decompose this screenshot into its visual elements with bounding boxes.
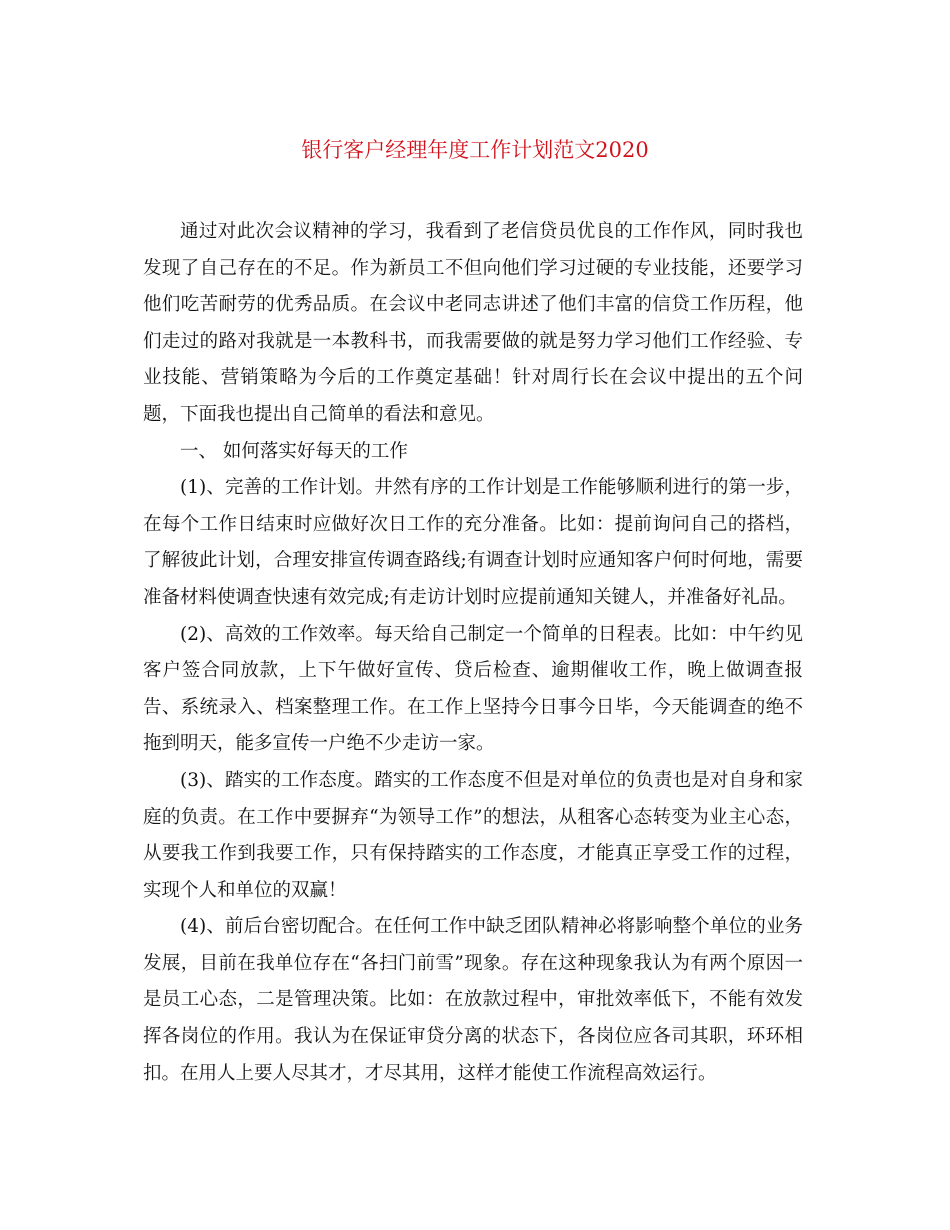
document-body <box>143 214 803 1092</box>
document-title: 银行客户经理年度工作计划范文2020 <box>301 138 649 162</box>
paragraph-intro: 通过对此次会议精神的学习，我看到了老信贷员优良的工作作风，同时我也发现了自己存在的不足。作为新员工不但向他们学习过硬的专业技能，还要学习他们吃苦耐劳的优秀品质。在会议中老同志讲述了他们丰富的信贷工作历程，他们走过的路对我就是一本教科书，而我需要做的就是努力学习他们工作经验、专业技能、营销策略为今后的工作奠定基础！针对周行长在会议中提出的五个问题，下面我也提出自己简单的看法和意见。 <box>143 221 803 425</box>
paragraph-item-2: (2)、高效的工作效率。每天给自己制定一个简单的日程表。比如：中午约见客户签合同放款，上下午做好宣传、贷后检查、逾期催收工作，晚上做调查报告、系统录入、档案整理工作。在工作上坚持今日事今日毕，今天能调查的绝不拖到明天，能多宣传一户绝不少走访一家。 <box>143 623 803 755</box>
paragraph-item-3: (3)、踏实的工作态度。踏实的工作态度不但是对单位的负责也是对自身和家庭的负责。在工作中要摒弃“为领导工作”的想法，从租客心态转变为业主心态，从要我工作到我要工作，只有保持踏实的工作态度，才能真正享受工作的过程，实现个人和单位的双赢！ <box>143 769 803 901</box>
paragraph-item-1: (1)、完善的工作计划。井然有序的工作计划是工作能够顺利进行的第一步，在每个工作日结束时应做好次日工作的充分准备。比如：提前询问自己的搭档，了解彼此计划，合理安排宣传调查路线;有调查计划时应通知客户何时何地，需要准备材料使调查快速有效完成;有走访计划时应提前通知关键人，并准备好礼品。 <box>143 477 803 608</box>
section-heading-1: 一、 如何落实好每天的工作 <box>180 440 408 462</box>
paragraph-item-4: (4)、前后台密切配合。在任何工作中缺乏团队精神必将影响整个单位的业务发展，目前在我单位存在“各扫门前雪”现象。存在这种现象我认为有两个原因一是员工心态，二是管理决策。比如：在放款过程中，审批效率低下，不能有效发挥各岗位的作用。我认为在保证审贷分离的状态下，各岗位应各司其职，环环相扣。在用人上要人尽其才，才尽其用，这样才能使工作流程高效运行。 <box>143 916 803 1084</box>
